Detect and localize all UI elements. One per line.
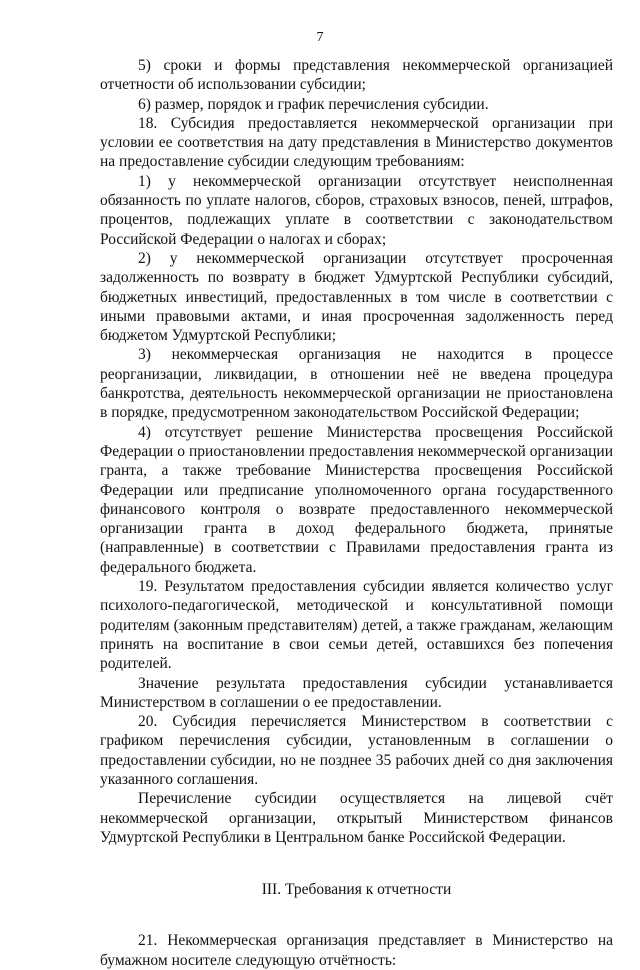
paragraph-transfer-account: Перечисление субсидии осуществляется на лицевой счёт некоммерческой организации, открытый Министерством финансов Удмуртской Республики в Центральном банке Российской Федерации. — [100, 790, 613, 846]
paragraph-clause-20: 20. Субсидия перечисляется Министерством в соответствии с графиком перечисления субсидии, установленным в соглашении о предоставлении субсидии, но не позднее 35 рабочих дней со дня заключения указанного соглашения. — [100, 713, 613, 788]
paragraph-result-value: Значение результата предоставления субсидии устанавливается Министерством в соглашении о ее предоставлении. — [100, 674, 613, 711]
paragraph-clause-21: 21. Некоммерческая организация представляет в Министерство на бумажном носителе следующую отчётность: — [100, 932, 613, 969]
paragraph-requirement-3: 3) некоммерческая организация не находится в процессе реорганизации, ликвидации, в отношении неё не введена процедура банкротства, деятельность некоммерческой организации не приостановлена в порядке, предусмотренном законодательством Российской Федерации; — [100, 346, 613, 422]
paragraph-requirement-1: 1) у некоммерческой организации отсутствует неисполненная обязанность по уплате налогов, сборов, страховых взносов, пеней, штрафов, процентов, подлежащих уплате в соответствии с законодательством Российской Федерации о налогах и сборах; — [100, 172, 613, 248]
paragraph-requirement-2: 2) у некоммерческой организации отсутствует просроченная задолженность по возврату в бюджет Удмуртской Республики субсидий, бюджетных инвестиций, предоставленных в том числе в соответствии с иными правовыми актами, и иная просроченная задолженность перед бюджетом Удмуртской Республики; — [100, 249, 613, 345]
paragraph-item-5: 5) сроки и формы представления некоммерческой организацией отчетности об использовании субсидии; — [100, 57, 613, 94]
document-body — [100, 56, 613, 970]
page-number: 7 — [316, 30, 324, 45]
paragraph-item-6: 6) размер, порядок и график перечисления субсидии. — [138, 95, 489, 113]
section-heading: III. Требования к отчетности — [261, 881, 452, 899]
paragraph-clause-18: 18. Субсидия предоставляется некоммерческой организации при условии ее соответствия на дату представления в Министерство документов на предоставление субсидии следующим требованиям: — [100, 114, 613, 171]
paragraph-requirement-4: 4) отсутствует решение Министерства просвещения Российской Федерации о приостановлении предоставления некоммерческой организации гранта, а также требование Министерства просвещения Российской Федерации или предписание уполномоченного органа государственного финансового контроля о возврате предоставленного некоммерческой организации гранта в доход федерального бюджета, принятые (направленные) в соответствии с Правилами предоставления гранта из федерального бюджета. — [100, 423, 613, 576]
paragraph-clause-19: 19. Результатом предоставления субсидии является количество услуг психолого-педагогической, методической и консультативной помощи родителям (законным представителям) детей, а также гражданам, желающим принять на воспитание в свои семьи детей, оставшихся без попечения родителей. — [100, 578, 613, 673]
